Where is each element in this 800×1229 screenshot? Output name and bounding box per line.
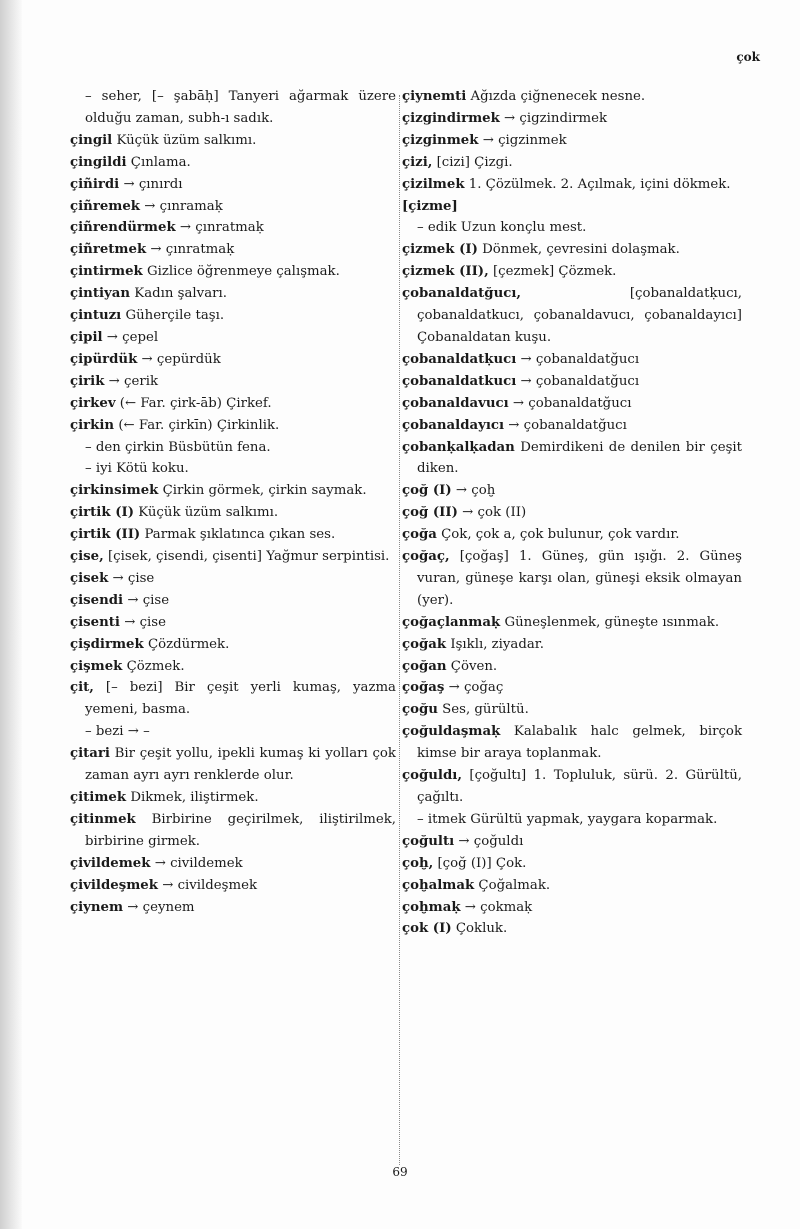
dictionary-entry — [70, 196, 396, 218]
dictionary-entry — [70, 612, 396, 634]
entry-definition: – seher, [– şabāḥ] Tanyeri ağarmak üzere olduğu zaman, subh-ı sadık. — [85, 89, 396, 126]
entry-headword: çobanaldatkucı — [402, 373, 517, 389]
entry-definition: 1. Çözülmek. 2. Açılmak, içini dökmek. — [464, 176, 731, 192]
entry-headword: çintiyan — [70, 286, 131, 302]
dictionary-entry — [402, 437, 742, 481]
column-divider — [399, 95, 400, 1165]
dictionary-entry — [70, 327, 396, 349]
entry-definition: Demirdikeni de denilen bir çeşit diken. — [417, 439, 742, 477]
dictionary-entry — [70, 371, 396, 393]
dictionary-entry — [70, 787, 396, 809]
entry-definition: → çigzinmek — [478, 132, 567, 148]
entry-definition: Çınlama. — [126, 154, 191, 170]
entry-definition: → çınramaḳ — [140, 198, 223, 214]
dictionary-entry — [402, 656, 742, 678]
entry-headword: çingildi — [70, 154, 127, 170]
entry-definition: [çobanaldatḳucı, çobanaldatkucı, çobanaldavucı, çobanaldayıcı] Çobanaldatan kuşu. — [417, 286, 742, 345]
entry-headword: çoğuldı, — [402, 768, 462, 784]
entry-headword: çirtik (I) — [70, 505, 134, 521]
entry-headword: çintuzı — [70, 308, 122, 324]
entry-definition: → çoğaç — [444, 680, 504, 696]
dictionary-entry — [70, 174, 396, 196]
entry-headword: çobanaldavucı — [402, 395, 509, 411]
dictionary-entry — [402, 217, 742, 239]
dictionary-entry — [402, 875, 742, 897]
entry-definition: Çöven. — [446, 658, 498, 674]
dictionary-entry — [70, 130, 396, 152]
dictionary-entry — [402, 108, 742, 130]
entry-headword: çizmek (II), — [402, 264, 489, 280]
dictionary-entry — [402, 480, 742, 502]
entry-headword: çoğ (II) — [402, 505, 458, 521]
entry-headword: çoḫ, — [402, 855, 434, 871]
dictionary-entry — [70, 590, 396, 612]
dictionary-entry — [70, 809, 396, 853]
entry-headword: çoğan — [402, 658, 447, 674]
entry-definition: → çok (II) — [457, 505, 527, 521]
entry-headword: çiynem — [70, 899, 124, 915]
entry-headword: çitinmek — [70, 811, 136, 827]
entry-headword: çizi, — [402, 154, 433, 170]
dictionary-entry — [70, 546, 396, 568]
entry-headword: çoḫmaḳ — [402, 899, 461, 915]
dictionary-entry — [402, 721, 742, 765]
entry-headword: çizmek (I) — [402, 242, 478, 258]
entry-headword: çobanaldatğucı, — [402, 286, 522, 302]
entry-headword: çoğultı — [402, 833, 455, 849]
dictionary-entry — [70, 261, 396, 283]
entry-definition: [çoğultı] 1. Topluluk, sürü. 2. Gürültü, çağıltı. — [417, 768, 742, 805]
dictionary-entry — [402, 349, 742, 371]
entry-headword: çisendi — [70, 592, 124, 608]
entry-headword: çoğuldaşmaḳ — [402, 724, 501, 740]
entry-definition: – itmek Gürültü yapmak, yaygara koparmak. — [417, 811, 718, 827]
entry-definition: [çezmek] Çözmek. — [488, 264, 617, 280]
right-column — [402, 86, 742, 940]
entry-definition: – den çirkin Büsbütün fena. — [85, 439, 271, 455]
entry-definition: → çokmaḳ — [460, 899, 533, 915]
dictionary-entry — [70, 152, 396, 174]
entry-headword: çoğ (I) — [402, 483, 452, 499]
entry-definition: → civildeşmek — [157, 877, 258, 893]
entry-definition: Kalabalık halc gelmek, birçok kimse bir araya toplanmak. — [417, 724, 742, 762]
entry-headword: çobanḳalḳadan — [402, 439, 515, 455]
dictionary-entry — [70, 677, 396, 721]
entry-headword: [çizme] — [402, 198, 458, 214]
dictionary-entry — [70, 853, 396, 875]
dictionary-entry — [70, 897, 396, 919]
entry-headword: çiñremek — [70, 198, 141, 214]
entry-definition: Dönmek, çevresini dolaşmak. — [477, 242, 680, 258]
dictionary-entry — [402, 831, 742, 853]
dictionary-entry — [402, 152, 742, 174]
entry-definition: → çise — [108, 570, 155, 586]
dictionary-entry — [402, 196, 742, 218]
dictionary-entry — [402, 261, 742, 283]
entry-headword: çitimek — [70, 790, 127, 805]
dictionary-entry — [402, 283, 742, 349]
entry-definition: Dikmek, iliştirmek. — [126, 790, 259, 805]
entry-headword: çoğak — [402, 636, 447, 652]
entry-definition: [çisek, çisendi, çisenti] Yağmur serpintisi. — [103, 549, 390, 565]
dictionary-entry — [402, 634, 742, 656]
dictionary-entry — [70, 415, 396, 437]
entry-definition: → çınırdı — [119, 176, 183, 192]
entry-definition: Işıklı, ziyadar. — [446, 636, 544, 652]
dictionary-entry — [70, 568, 396, 590]
entry-headword: çizilmek — [402, 176, 465, 192]
dictionary-entry — [70, 305, 396, 327]
entry-definition: – iyi Kötü koku. — [85, 461, 189, 477]
guide-word: çok — [736, 50, 760, 64]
entry-headword: çivildeşmek — [70, 877, 158, 893]
entry-headword: çirtik (II) — [70, 527, 141, 543]
entry-definition: Güneşlenmek, güneşte ısınmak. — [500, 614, 720, 630]
entry-headword: çise, — [70, 549, 104, 565]
entry-headword: çoğu — [402, 702, 438, 718]
entry-definition: Kadın şalvarı. — [130, 286, 227, 302]
dictionary-entry — [70, 283, 396, 305]
entry-headword: çisek — [70, 570, 109, 586]
entry-definition: → çınratmaḳ — [146, 242, 235, 258]
entry-headword: çitari — [70, 746, 110, 762]
entry-definition: [cizi] Çizgi. — [432, 154, 513, 170]
entry-headword: çiñretmek — [70, 242, 147, 258]
dictionary-entry — [402, 699, 742, 721]
entry-headword: çiñrendürmek — [70, 220, 176, 236]
entry-headword: çirkinsimek — [70, 483, 159, 499]
entry-definition: (← Far. çirkīn) Çirkinlik. — [114, 417, 280, 433]
entry-definition: → çerik — [104, 373, 158, 389]
entry-definition: Çirkin görmek, çirkin saymak. — [158, 483, 367, 499]
entry-definition: Gizlice öğrenmeye çalışmak. — [142, 264, 340, 280]
dictionary-entry — [70, 86, 396, 130]
entry-definition: Güherçile taşı. — [121, 308, 225, 324]
entry-headword: çobanaldayıcı — [402, 417, 505, 433]
entry-headword: çobanaldatḳucı — [402, 351, 517, 367]
dictionary-entry — [70, 634, 396, 656]
dictionary-entry — [70, 393, 396, 415]
entry-headword: çoğa — [402, 527, 437, 543]
left-column — [70, 86, 396, 918]
dictionary-entry — [70, 480, 396, 502]
dictionary-entry — [70, 239, 396, 261]
dictionary-entry — [70, 524, 396, 546]
entry-definition: Küçük üzüm salkımı. — [134, 505, 279, 521]
entry-headword: çizginmek — [402, 132, 479, 148]
dictionary-entry — [402, 393, 742, 415]
entry-headword: çingil — [70, 132, 113, 148]
entry-headword: çirkev — [70, 395, 116, 411]
entry-definition: Küçük üzüm salkımı. — [112, 132, 257, 148]
entry-definition: Çoğalmak. — [474, 877, 551, 893]
dictionary-entry — [70, 656, 396, 678]
dictionary-entry — [402, 415, 742, 437]
entry-definition: → çeynem — [123, 899, 195, 915]
entry-definition: Çokluk. — [451, 921, 508, 937]
entry-headword: çoğaş — [402, 680, 445, 696]
entry-definition: [çoğaş] 1. Güneş, gün ışığı. 2. Güneş vuran, güneşe karşı olan, güneşi eksik olmayan (yer). — [417, 549, 742, 608]
dictionary-entry — [402, 546, 742, 612]
dictionary-entry — [402, 524, 742, 546]
entry-definition: Birbirine geçirilmek, iliştirilmek, birbirine girmek. — [85, 811, 396, 849]
dictionary-entry — [402, 502, 742, 524]
entry-definition: → çobanaldatğucı — [516, 351, 640, 367]
dictionary-entry — [70, 743, 396, 787]
page-number: 69 — [392, 1165, 408, 1179]
entry-headword: çiynemti — [402, 89, 467, 104]
entry-definition: → çise — [119, 614, 166, 630]
entry-definition: → çobanaldatğucı — [508, 395, 632, 411]
dictionary-entry — [402, 765, 742, 809]
dictionary-entry — [402, 677, 742, 699]
entry-definition: Çözmek. — [122, 658, 185, 674]
entry-definition: → çobanaldatğucı — [504, 417, 627, 433]
entry-headword: çoḫalmak — [402, 877, 475, 893]
entry-headword: çizgindirmek — [402, 110, 500, 126]
entry-headword: çirkin — [70, 417, 115, 433]
entry-headword: çişdirmek — [70, 636, 144, 652]
dictionary-entry — [402, 809, 742, 831]
entry-definition: Çözdürmek. — [143, 636, 230, 652]
dictionary-entry — [70, 875, 396, 897]
entry-headword: çiñirdi — [70, 176, 120, 192]
entry-definition: → çise — [123, 592, 170, 608]
entry-headword: çit, — [70, 680, 94, 696]
entry-definition: Ağızda çiğnenecek nesne. — [466, 89, 646, 104]
entry-definition: → çoğuldı — [454, 833, 524, 849]
dictionary-entry — [70, 721, 396, 743]
entry-headword: çipil — [70, 329, 103, 345]
entry-definition: (← Far. çirk-āb) Çirkef. — [115, 395, 272, 411]
entry-definition: [çoğ (I)] Çok. — [433, 855, 527, 871]
entry-definition: Çok, çok a, çok bulunur, çok vardır. — [436, 527, 680, 543]
entry-definition: → çigzindirmek — [499, 110, 608, 126]
entry-headword: çivildemek — [70, 855, 151, 871]
entry-definition: → çepürdük — [137, 351, 221, 367]
entry-headword: çipürdük — [70, 351, 138, 367]
dictionary-entry — [402, 612, 742, 634]
dictionary-entry — [402, 853, 742, 875]
dictionary-entry — [402, 371, 742, 393]
entry-definition: – bezi → – — [85, 724, 150, 740]
entry-definition: [– bezi] Bir çeşit yerli kumaş, yazma yemeni, basma. — [85, 680, 396, 718]
entry-definition: → çoḫ — [451, 483, 496, 499]
dictionary-entry — [70, 502, 396, 524]
dictionary-entry — [70, 217, 396, 239]
dictionary-entry — [70, 458, 396, 480]
entry-definition: → civildemek — [150, 855, 243, 871]
entry-headword: çoğaçlanmaḳ — [402, 614, 501, 630]
entry-definition: → çınratmaḳ — [175, 220, 264, 236]
entry-definition: Bir çeşit yollu, ipekli kumaş ki yolları çok zaman ayrı ayrı renklerde olur. — [85, 746, 396, 784]
page-edge-shadow — [0, 0, 22, 1229]
entry-definition: → çepel — [102, 329, 159, 345]
entry-definition: Parmak şıklatınca çıkan ses. — [140, 527, 336, 543]
entry-definition: Ses, gürültü. — [437, 702, 529, 718]
dictionary-entry — [70, 437, 396, 459]
entry-headword: çintirmek — [70, 264, 143, 280]
entry-headword: çişmek — [70, 658, 123, 674]
dictionary-entry — [402, 130, 742, 152]
dictionary-entry — [402, 86, 742, 108]
entry-headword: çisenti — [70, 614, 120, 630]
dictionary-entry — [402, 239, 742, 261]
dictionary-entry — [402, 918, 742, 940]
entry-headword: çok (I) — [402, 921, 452, 937]
entry-headword: çoğaç, — [402, 549, 450, 565]
entry-headword: çirik — [70, 373, 105, 389]
dictionary-entry — [402, 897, 742, 919]
dictionary-entry — [402, 174, 742, 196]
entry-definition: → çobanaldatğucı — [516, 373, 640, 389]
entry-definition: – edik Uzun konçlu mest. — [417, 220, 587, 236]
dictionary-entry — [70, 349, 396, 371]
